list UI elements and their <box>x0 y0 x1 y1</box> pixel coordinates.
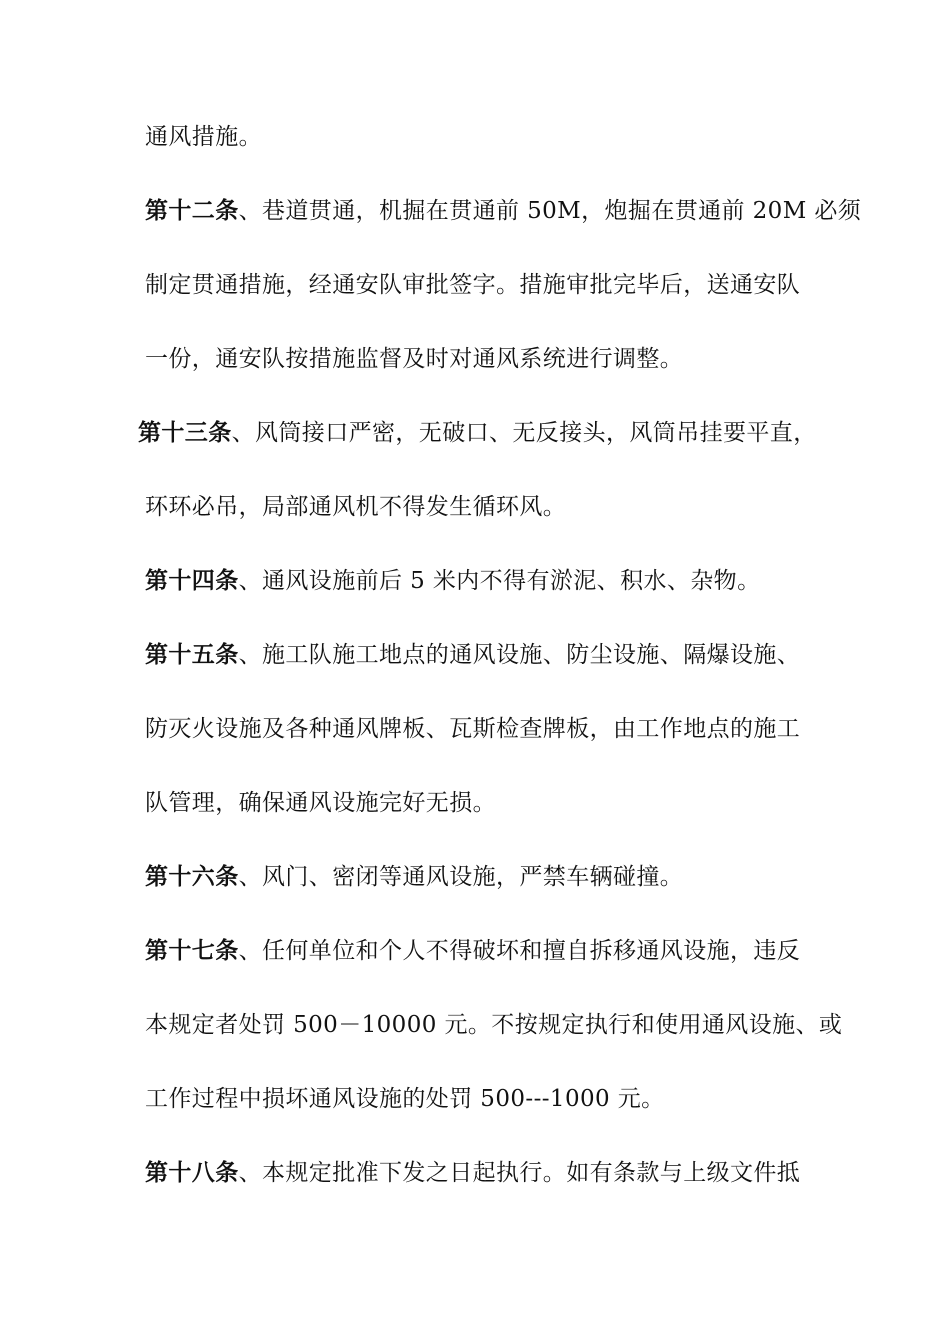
line-text: 、施工队施工地点的通风设施、防尘设施、隔爆设施、 <box>238 642 801 668</box>
article-12-line <box>145 196 861 226</box>
line-text: 、任何单位和个人不得破坏和擅自拆移通风设施，违反 <box>238 938 801 964</box>
article-13-line <box>138 418 817 448</box>
article-14-line <box>145 566 760 596</box>
article-number: 第十三条 <box>138 420 232 446</box>
article-number: 第十七条 <box>145 938 239 964</box>
text-line <box>145 270 800 300</box>
line-text: 、风筒接口严密，无破口、无反接头，风筒吊挂要平直， <box>231 420 817 446</box>
text-line <box>145 492 566 522</box>
article-16-line <box>145 862 683 892</box>
line-text: 队管理，确保通风设施完好无损。 <box>145 790 496 816</box>
line-text: 本规定者处罚 500－10000 元。不按规定执行和使用通风设施、或 <box>145 1012 843 1038</box>
text-line <box>145 122 262 152</box>
line-text: 一份，通安队按措施监督及时对通风系统进行调整。 <box>145 346 684 372</box>
text-line <box>145 1084 665 1114</box>
line-text: 制定贯通措施，经通安队审批签字。措施审批完毕后，送通安队 <box>145 272 801 298</box>
article-17-line <box>145 936 800 966</box>
article-number: 第十二条 <box>145 198 239 224</box>
article-15-line <box>145 640 800 670</box>
text-line <box>145 1010 842 1040</box>
line-text: 、通风设施前后 5 米内不得有淤泥、积水、杂物。 <box>238 568 761 594</box>
article-number: 第十八条 <box>145 1160 239 1186</box>
article-number: 第十四条 <box>145 568 239 594</box>
text-line <box>145 344 683 374</box>
article-number: 第十六条 <box>145 864 239 890</box>
article-number: 第十五条 <box>145 642 239 668</box>
text-line <box>145 788 496 818</box>
line-text: 、风门、密闭等通风设施，严禁车辆碰撞。 <box>238 864 684 890</box>
line-text: 、巷道贯通，机掘在贯通前 50M，炮掘在贯通前 20M 必须 <box>238 198 862 224</box>
line-text: 防灭火设施及各种通风牌板、瓦斯检查牌板，由工作地点的施工 <box>145 716 801 742</box>
line-text: 通风措施。 <box>145 124 262 150</box>
text-line <box>145 714 800 744</box>
line-text: 、本规定批准下发之日起执行。如有条款与上级文件抵 <box>238 1160 801 1186</box>
line-text: 环环必吊，局部通风机不得发生循环风。 <box>145 494 567 520</box>
line-text: 工作过程中损坏通风设施的处罚 500---1000 元。 <box>145 1086 665 1112</box>
article-18-line <box>145 1158 800 1188</box>
